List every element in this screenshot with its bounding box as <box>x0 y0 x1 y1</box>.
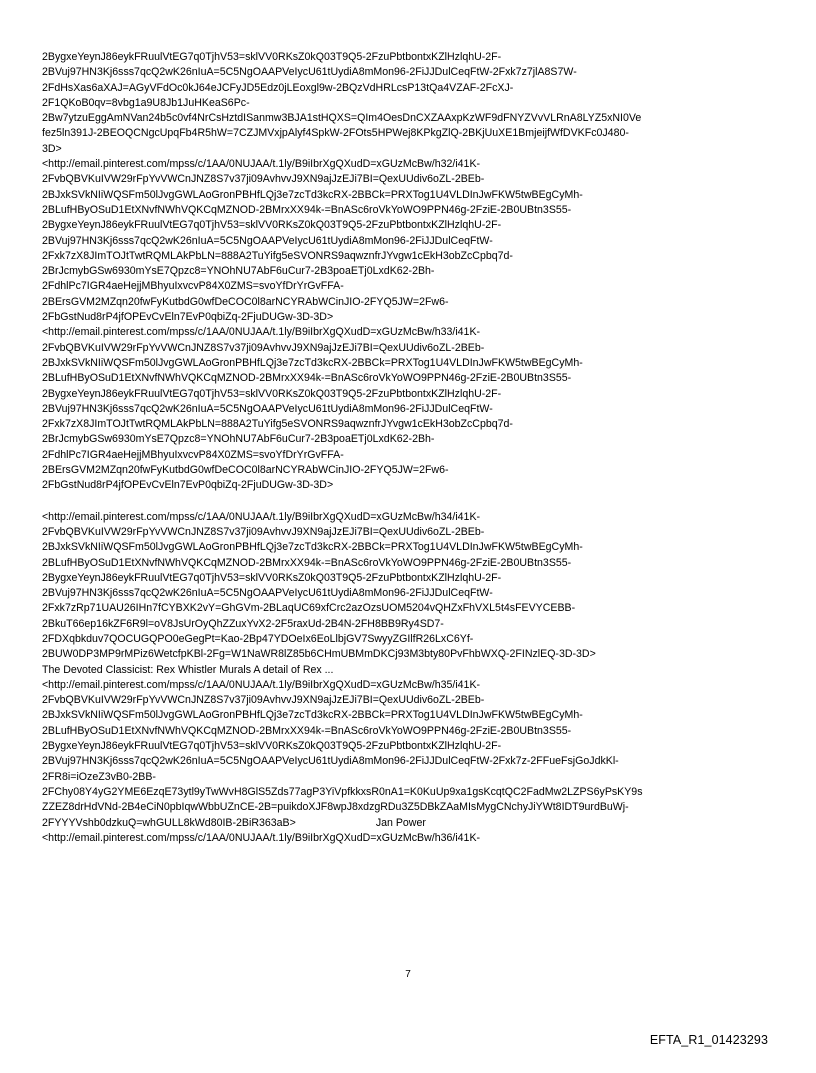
text-line: 2FvbQBVKuIVW29rFpYvVWCnJNZ8S7v37ji09AvhvvJ9XN9ajJzEJi7BI=QexUUdiv6oZL-2BEb- <box>42 525 485 538</box>
text-line: 2Fxk7zX8JImTOJtTwtRQMLAkPbLN=888A2TuYifg5eSVONRS9aqwznfrJYvgw1cEkH3obZcCpbq7d- <box>42 418 513 431</box>
page-number: 7 <box>405 969 411 980</box>
document-id: EFTA_R1_01423293 <box>649 1033 768 1047</box>
text-line: 2BrJcmybGSw6930mYsE7Qpzc8=YNOhNU7AbF6uCur7-2B3poaETj0LxdK62-2Bh- <box>42 265 435 278</box>
text-line: 2BygxeYeynJ86eykFRuulVtEG7q0TjhV53=sklVV0RKsZ0kQ03T9Q5-2FzuPbtbontxKZlHzlqhU-2F- <box>42 571 502 584</box>
text-line[interactable]: <http://email.pinterest.com/mpss/c/1AA/0NUJAA/t.1ly/B9iIbrXgQXudD=xGUzMcBw/h32/i41K- <box>42 158 481 171</box>
text-line: 2Bw7ytzuEggAmNVan24b5c0vf4NrCsHztdISanmw3BJA1stHQXS=QIm4OesDnCXZAAxpKzWF9dFNYZVvVLRnA8LYZ5xNI0Ve <box>42 112 642 125</box>
text-line: 2FbGstNud8rP4jfOPEvCvEln7EvP0qbiZq-2FjuDUGw-3D-3D> <box>42 311 334 324</box>
text-line[interactable]: <http://email.pinterest.com/mpss/c/1AA/0NUJAA/t.1ly/B9iIbrXgQXudD=xGUzMcBw/h33/i41K- <box>42 326 481 339</box>
text-line: 2BJxkSVkNIiWQSFm50lJvgGWLAoGronPBHfLQj3e7zcTd3kcRX-2BBCk=PRXTog1U4VLDInJwFKW5twBEgCyMh- <box>42 541 583 554</box>
text-line: 3D> <box>42 142 62 155</box>
text-line: 2FbGstNud8rP4jfOPEvCvEln7EvP0qbiZq-2FjuDUGw-3D-3D> <box>42 479 334 492</box>
text-line[interactable]: <http://email.pinterest.com/mpss/c/1AA/0NUJAA/t.1ly/B9iIbrXgQXudD=xGUzMcBw/h35/i41K- <box>42 678 481 691</box>
text-line: 2BVuj97HN3Kj6sss7qcQ2wK26nIuA=5C5NgOAAPVeIycU61tUydiA8mMon96-2FiJJDulCeqFtW-2Fxk7z-2FFueFsjGoJdkKl- <box>42 755 619 768</box>
text-line-with-sender <box>42 816 794 831</box>
text-line: ZZEZ8drHdVNd-2B4eCiN0pbIqwWbbUZnCE-2B=puikdoXJF8wpJ8xdzgRDu3Z5DBkZAaMIsMygCNchyJiYWt8IDT9urdBuWj- <box>42 801 629 814</box>
text-line: 2FvbQBVKuIVW29rFpYvVWCnJNZ8S7v37ji09AvhvvJ9XN9ajJzEJi7BI=QexUUdiv6oZL-2BEb- <box>42 341 485 354</box>
text-line: 2BLufHByOSuD1EtXNvfNWhVQKCqMZNOD-2BMrxXX94k-=BnASc6roVkYoWO9PPN46g-2FziE-2B0UBtn3S55- <box>42 372 572 385</box>
text-line: 2BrJcmybGSw6930mYsE7Qpzc8=YNOhNU7AbF6uCur7-2B3poaETj0LxdK62-2Bh- <box>42 433 435 446</box>
text-line: 2BErsGVM2MZqn20fwFyKutbdG0wfDeCOC0l8arNCYRAbWCinJIO-2FYQ5JW=2Fw6- <box>42 295 449 308</box>
text-line: 2FdHsXas6aXAJ=AGyVFdOc0kJ64eJCFyJD5Edz0jLEoxgl9w-2BQzVdHRLcsP13tQa4VZAF-2FcXJ- <box>42 81 514 94</box>
document-body <box>42 50 794 846</box>
text-line: 2BkuT66ep16kZF6R9l=oV8JsUrOyQhZZuxYvX2-2F5raxUd-2B4N-2FH8BB9Ry4SD7- <box>42 617 444 630</box>
text-line: 2FR8i=iOzeZ3vB0-2BB- <box>42 770 156 783</box>
text-line: 2BErsGVM2MZqn20fwFyKutbdG0wfDeCOC0l8arNCYRAbWCinJIO-2FYQ5JW=2Fw6- <box>42 464 449 477</box>
text-line: 2BLufHByOSuD1EtXNvfNWhVQKCqMZNOD-2BMrxXX94k-=BnASc6roVkYoWO9PPN46g-2FziE-2B0UBtn3S55- <box>42 724 572 737</box>
text-line: 2BygxeYeynJ86eykFRuulVtEG7q0TjhV53=sklVV0RKsZ0kQ03T9Q5-2FzuPbtbontxKZlHzlqhU-2F- <box>42 219 502 232</box>
text-line: 2BygxeYeynJ86eykFRuulVtEG7q0TjhV53=sklVV0RKsZ0kQ03T9Q5-2FzuPbtbontxKZlHzlqhU-2F- <box>42 51 502 63</box>
text-line: 2BJxkSVkNIiWQSFm50lJvgGWLAoGronPBHfLQj3e7zcTd3kcRX-2BBCk=PRXTog1U4VLDInJwFKW5twBEgCyMh- <box>42 188 583 201</box>
text-line: 2BVuj97HN3Kj6sss7qcQ2wK26nIuA=5C5NgOAAPVeIycU61tUydiA8mMon96-2FiJJDulCeqFtW- <box>42 402 493 415</box>
text-block-2 <box>42 510 794 847</box>
text-line: 2FvbQBVKuIVW29rFpYvVWCnJNZ8S7v37ji09AvhvvJ9XN9ajJzEJi7BI=QexUUdiv6oZL-2BEb- <box>42 173 485 186</box>
text-line[interactable]: <http://email.pinterest.com/mpss/c/1AA/0NUJAA/t.1ly/B9iIbrXgQXudD=xGUzMcBw/h34/i41K- <box>42 510 481 523</box>
text-line: 2BVuj97HN3Kj6sss7qcQ2wK26nIuA=5C5NgOAAPVeIycU61tUydiA8mMon96-2FiJJDulCeqFtW-2Fxk7z7jlA8S7W- <box>42 66 577 79</box>
text-line[interactable]: <http://email.pinterest.com/mpss/c/1AA/0NUJAA/t.1ly/B9iIbrXgQXudD=xGUzMcBw/h36/i41K- <box>42 831 481 844</box>
text-line: 2BLufHByOSuD1EtXNvfNWhVQKCqMZNOD-2BMrxXX94k-=BnASc6roVkYoWO9PPN46g-2FziE-2B0UBtn3S55- <box>42 203 572 216</box>
text-block-1 <box>42 50 794 494</box>
text-line: 2Fxk7zRp71UAU26IHn7fCYBXK2vY=GhGVm-2BLaqUC69xfCrc2azOzsUOM5204vQHZxFhVXL5t4sFEVYCEBB- <box>42 602 576 615</box>
text-line: The Devoted Classicist: Rex Whistler Murals A detail of Rex ... <box>42 663 334 676</box>
text-line: 2BLufHByOSuD1EtXNvfNWhVQKCqMZNOD-2BMrxXX94k-=BnASc6roVkYoWO9PPN46g-2FziE-2B0UBtn3S55- <box>42 556 572 569</box>
text-line: 2BygxeYeynJ86eykFRuulVtEG7q0TjhV53=sklVV0RKsZ0kQ03T9Q5-2FzuPbtbontxKZlHzlqhU-2F- <box>42 740 502 753</box>
text-line: 2F1QKoB0qv=8vbg1a9U8Jb1JuHKeaS6Pc- <box>42 96 250 109</box>
text-line: 2BVuj97HN3Kj6sss7qcQ2wK26nIuA=5C5NgOAAPVeIycU61tUydiA8mMon96-2FiJJDulCeqFtW- <box>42 234 493 247</box>
text-line: 2BygxeYeynJ86eykFRuulVtEG7q0TjhV53=sklVV0RKsZ0kQ03T9Q5-2FzuPbtbontxKZlHzlqhU-2F- <box>42 387 502 400</box>
sender-name: Jan Power <box>375 816 426 829</box>
text-line: 2FdhlPc7IGR4aeHejjMBhyuIxvcvP84X0ZMS=svoYfDrYrGvFFA- <box>42 280 344 293</box>
text-line: 2BJxkSVkNIiWQSFm50lJvgGWLAoGronPBHfLQj3e7zcTd3kcRX-2BBCk=PRXTog1U4VLDInJwFKW5twBEgCyMh- <box>42 709 583 722</box>
text-line: 2FdhlPc7IGR4aeHejjMBhyuIxvcvP84X0ZMS=svoYfDrYrGvFFA- <box>42 448 344 461</box>
text-line: 2FChy08Y4yG2YME6EzqE73ytl9yTwWvH8GlS5Zds77agP3YiVpfkkxsR0nA1=K0KuUp9xa1gsKcqtQC2FadMw2LZPS6yPsKY9s <box>42 785 643 798</box>
text-line: 2BJxkSVkNIiWQSFm50lJvgGWLAoGronPBHfLQj3e7zcTd3kcRX-2BBCk=PRXTog1U4VLDInJwFKW5twBEgCyMh- <box>42 356 583 369</box>
text-line: 2FvbQBVKuIVW29rFpYvVWCnJNZ8S7v37ji09AvhvvJ9XN9ajJzEJi7BI=QexUUdiv6oZL-2BEb- <box>42 694 485 707</box>
text-line: 2BUW0DP3MP9rMPiz6WetcfpKBl-2Fg=W1NaWR8lZ85b6CHmUBMmDKCj93M3bty80PvFhbWXQ-2FINzlEQ-3D-3D> <box>42 648 596 661</box>
text-line: 2FDXqbkduv7QOCUGQPO0eGegPt=Kao-2Bp47YDOeIx6EoLlbjGV7SwyyZGIlfR26LxC6Yf- <box>42 632 474 645</box>
text-line: fez5ln391J-2BEOQCNgcUpqFb4R5hW=7CZJMVxjpAlyf4SpkW-2FOts5HPWej8KPkgZlQ-2BKjUuXE1BmjeijfWfDVKFc0J480- <box>42 127 629 140</box>
text-line: 2Fxk7zX8JImTOJtTwtRQMLAkPbLN=888A2TuYifg5eSVONRS9aqwznfrJYvgw1cEkH3obZcCpbq7d- <box>42 249 513 262</box>
text-line: 2BVuj97HN3Kj6sss7qcQ2wK26nIuA=5C5NgOAAPVeIycU61tUydiA8mMon96-2FiJJDulCeqFtW- <box>42 587 493 600</box>
text-line: 2FYYYVshb0dzkuQ=whGULL8kWd80IB-2BiR363aB> <box>42 816 296 829</box>
